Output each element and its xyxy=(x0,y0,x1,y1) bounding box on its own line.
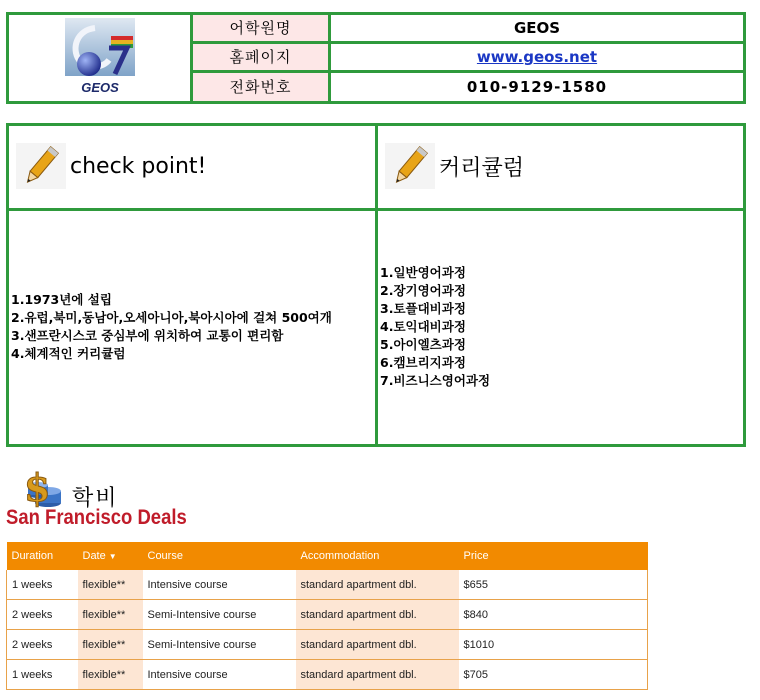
checkpoint-title: check point! xyxy=(70,153,207,179)
column-header-duration[interactable]: Duration xyxy=(7,542,78,570)
cell-date: flexible** xyxy=(78,660,143,690)
cell-course: Intensive course xyxy=(143,570,296,600)
price-table xyxy=(6,542,648,690)
cell-course: Semi-Intensive course xyxy=(143,630,296,660)
cell-accommodation: standard apartment dbl. xyxy=(296,630,459,660)
fees-header xyxy=(8,463,119,512)
column-header-course[interactable]: Course xyxy=(143,542,296,570)
curriculum-header xyxy=(385,143,524,189)
value-homepage xyxy=(331,44,743,70)
cell-price: $840 xyxy=(459,600,648,630)
table-row xyxy=(7,600,648,630)
cell-date: flexible** xyxy=(78,630,143,660)
list-item: 4.토익대비과정 xyxy=(380,319,466,334)
cell-duration: 2 weeks xyxy=(7,600,78,630)
list-item: 2.장기영어과정 xyxy=(380,283,466,298)
list-item: 5.아이엘츠과정 xyxy=(380,337,466,352)
label-school-name: 어학원명 xyxy=(193,15,331,41)
column-header-price[interactable]: Price xyxy=(459,542,648,570)
cell-accommodation: standard apartment dbl. xyxy=(296,660,459,690)
cell-price: $655 xyxy=(459,570,648,600)
list-item: 6.캠브리지과정 xyxy=(380,355,466,370)
pencil-icon xyxy=(16,143,66,189)
header-divider xyxy=(9,208,743,211)
list-item: 3.샌프란시스코 중심부에 위치하여 교통이 편리함 xyxy=(11,328,284,343)
list-item: 1.일반영어과정 xyxy=(380,265,466,280)
label-phone: 전화번호 xyxy=(193,73,331,101)
cell-duration: 2 weeks xyxy=(7,630,78,660)
column-header-date[interactable] xyxy=(78,542,143,570)
cell-price: $1010 xyxy=(459,630,648,660)
date-label: Date xyxy=(82,550,106,562)
sort-caret-icon: ▼ xyxy=(108,552,117,561)
table-row xyxy=(7,570,648,600)
cell-course: Semi-Intensive course xyxy=(143,600,296,630)
list-item: 1.1973년에 설립 xyxy=(11,292,112,307)
checkpoint-header xyxy=(16,143,206,189)
deals-title: San Francisco Deals xyxy=(6,506,187,529)
list-item: 4.체계적인 커리큘럼 xyxy=(11,346,126,361)
table-header-row xyxy=(7,542,648,570)
cell-price: $705 xyxy=(459,660,648,690)
geos-logo xyxy=(65,18,135,98)
svg-text:GEOS: GEOS xyxy=(81,80,119,95)
value-phone: 010-9129-1580 xyxy=(466,78,608,96)
list-item: 7.비즈니스영어과정 xyxy=(380,373,491,388)
cell-duration: 1 weeks xyxy=(7,660,78,690)
list-item: 3.토플대비과정 xyxy=(380,301,466,316)
money-icon xyxy=(8,465,64,511)
svg-text:$: $ xyxy=(24,464,51,510)
logo-cell xyxy=(9,15,193,101)
info-box xyxy=(6,123,746,447)
table-row xyxy=(7,660,648,690)
column-header-accommodation[interactable]: Accommodation xyxy=(296,542,459,570)
list-item: 2.유럽,북미,동남아,오세아니아,북아시아에 걸쳐 500여개 xyxy=(11,310,332,325)
cell-date: flexible** xyxy=(78,570,143,600)
value-school-name: GEOS xyxy=(513,19,561,37)
cell-accommodation: standard apartment dbl. xyxy=(296,600,459,630)
homepage-link[interactable]: www.geos.net xyxy=(476,48,598,66)
curriculum-list xyxy=(380,264,490,390)
cell-accommodation: standard apartment dbl. xyxy=(296,570,459,600)
table-row xyxy=(7,630,648,660)
cell-course: Intensive course xyxy=(143,660,296,690)
cell-duration: 1 weeks xyxy=(7,570,78,600)
school-info-table xyxy=(6,12,746,104)
fees-title: 학비 xyxy=(72,486,119,511)
column-divider xyxy=(375,126,378,444)
checkpoint-list xyxy=(11,291,332,363)
label-homepage: 홈페이지 xyxy=(193,44,331,70)
cell-date: flexible** xyxy=(78,600,143,630)
pencil-icon xyxy=(385,143,435,189)
curriculum-title: 커리큘럼 xyxy=(439,155,525,181)
